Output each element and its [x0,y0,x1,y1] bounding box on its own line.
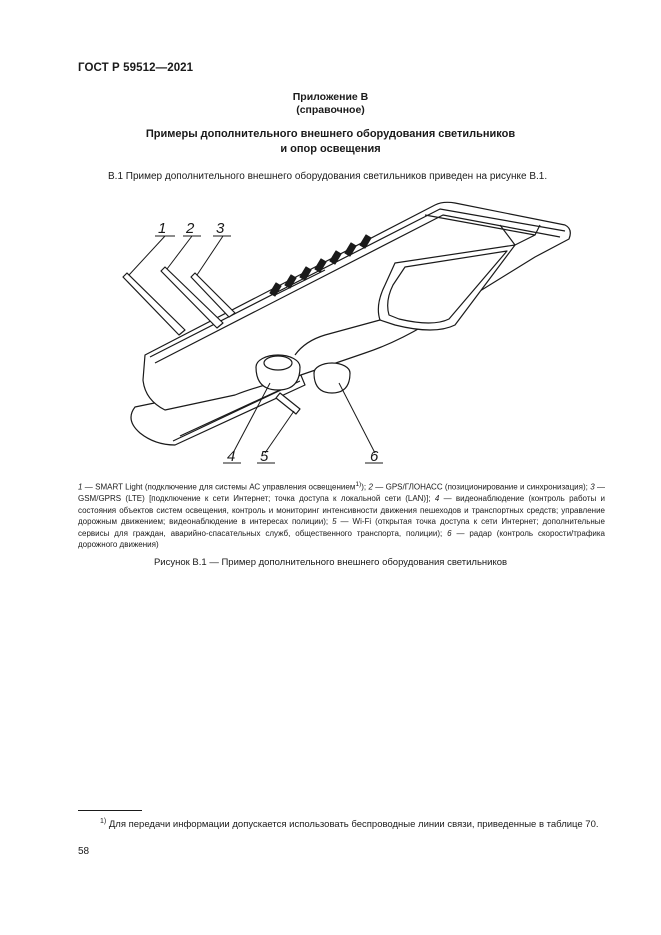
section-heading-line1: Примеры дополнительного внешнего оборудования светильников [145,128,516,140]
figure-label-5: 5 [260,448,269,465]
figure-label-1: 1 [158,220,167,237]
radar-dome [314,363,350,393]
intro-paragraph: В.1 Пример дополнительного внешнего оборудования светильников приведен на рисунке В.1. [108,171,548,182]
figure-caption: Рисунок В.1 — Пример дополнительного внешнего оборудования светильников [153,557,508,568]
figure-label-6: 6 [370,448,379,465]
annex-note: (справочное) [296,104,365,116]
legend-text-6: — радар (контроль скорости/трафика дорожного движения) [78,528,605,550]
legend-text-4: — видеонаблюдение (контроль работы и состояния объектов систем освещения, контроль и мониторинг интенсивности движения пешеходов и транспортных средств; управление дорожным движением; видеонаблюдение в интересах полиции); [78,494,605,527]
section-heading-line2: и опор освещения [280,143,381,155]
footnote-text: Для передачи информации допускается использовать беспроводные линии связи, приведенные в таблице 70. [106,819,599,831]
legend-num-1: 1 [78,482,83,492]
figure-legend [78,479,605,551]
luminaire-figure [95,195,585,475]
legend-text-5: — Wi-Fi (открытая точка доступа к сети Интернет; дополнительные сервисы для граждан, аварийно-спасательных служб, общественного транспорта, полиции); [78,517,605,538]
legend-num-5: 5 [332,517,337,527]
legend-text-2: — GPS/ГЛОНАСС (позиционирование и синхронизация); [372,482,591,492]
figure-label-3: 3 [216,220,225,237]
antennas [123,267,235,335]
figure-label-4: 4 [227,448,236,465]
legend-text-3: — GSM/GPRS (LTE) [подключение к сети Интернет; точка доступа к локальной сети (LAN)]; [78,482,605,504]
footnote-marker: 1) [100,818,107,825]
legend-num-2: 2 [368,482,373,492]
legend-num-6: 6 [447,528,452,538]
legend-text-1: — SMART Light (подключение для системы АС управления освещением [82,482,356,492]
legend-footnote-ref: 1) [355,481,362,488]
page-number: 58 [78,846,90,857]
footnote [78,815,605,831]
legend-num-4: 4 [434,494,440,504]
standard-header: ГОСТ Р 59512—2021 [78,62,194,74]
legend-num-3: 3 [590,482,595,492]
annex-title: Приложение В [292,91,369,103]
wifi-stub [276,393,300,414]
footnote-divider [78,810,142,811]
figure-label-2: 2 [186,220,195,237]
legend-sep-1: ); [361,482,369,492]
camera-dome [256,355,300,390]
